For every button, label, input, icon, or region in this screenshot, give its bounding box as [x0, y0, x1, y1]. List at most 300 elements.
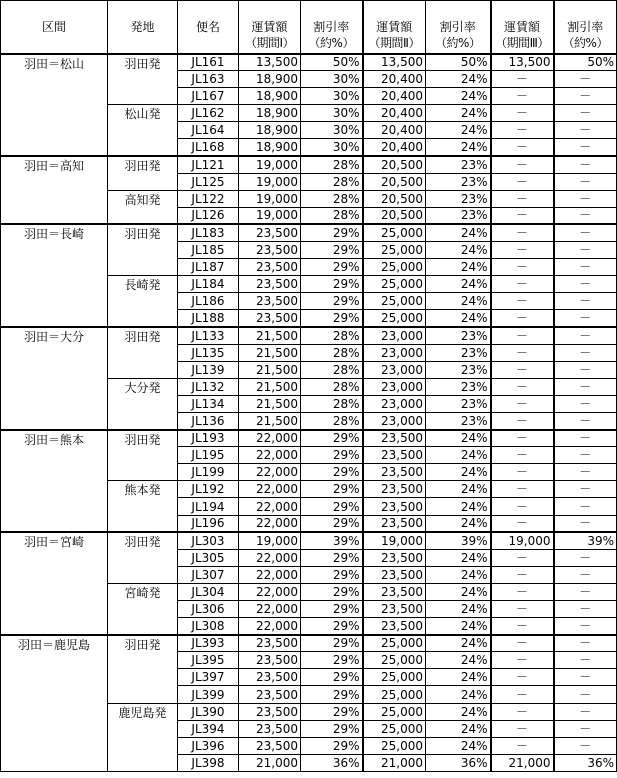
header-fare-period-3-label: 運賃額	[503, 19, 540, 34]
fare-period-3-cell: －	[491, 566, 554, 583]
discount-rate-period-1-cell: 29%	[301, 447, 363, 464]
route-cell: 羽田＝宮崎	[1, 532, 108, 635]
discount-rate-period-3-cell: －	[554, 293, 617, 310]
discount-rate-period-1-cell: 29%	[301, 242, 363, 259]
fare-period-3-cell: －	[491, 464, 554, 481]
header-fare-period-1	[239, 1, 301, 54]
discount-rate-period-2-cell: 23%	[426, 190, 491, 207]
discount-rate-period-1-cell: 39%	[301, 532, 363, 549]
origin-cell: 高知発	[108, 190, 178, 224]
discount-rate-period-3-cell: －	[554, 224, 617, 241]
header-fare-period-1-sublabel: （期間Ⅰ）	[244, 35, 295, 50]
discount-rate-period-2-cell: 23%	[426, 156, 491, 173]
table-body	[1, 54, 617, 772]
fare-period-3-cell: －	[491, 361, 554, 378]
discount-rate-period-2-cell: 23%	[426, 378, 491, 395]
fare-period-1-cell: 22,000	[239, 447, 301, 464]
discount-rate-period-2-cell: 24%	[426, 583, 491, 600]
fare-period-2-cell: 23,500	[363, 430, 426, 447]
fare-period-1-cell: 23,500	[239, 259, 301, 276]
fare-period-1-cell: 23,500	[239, 720, 301, 737]
table-row	[1, 327, 617, 344]
discount-rate-period-2-cell: 24%	[426, 720, 491, 737]
discount-rate-period-1-cell: 29%	[301, 618, 363, 635]
flight-number-cell: JL398	[178, 754, 239, 771]
discount-rate-period-1-cell: 28%	[301, 344, 363, 361]
discount-rate-period-2-cell: 36%	[426, 754, 491, 771]
flight-number-cell: JL192	[178, 481, 239, 498]
fare-period-3-cell: 21,000	[491, 754, 554, 771]
discount-rate-period-3-cell: 50%	[554, 54, 617, 71]
fare-period-2-cell: 20,400	[363, 122, 426, 139]
fare-period-2-cell: 19,000	[363, 532, 426, 549]
discount-rate-period-1-cell: 29%	[301, 293, 363, 310]
discount-rate-period-3-cell: －	[554, 686, 617, 703]
discount-rate-period-3-cell: －	[554, 430, 617, 447]
fare-period-3-cell: －	[491, 635, 554, 652]
fare-period-2-cell: 23,000	[363, 344, 426, 361]
discount-rate-period-3-cell: －	[554, 327, 617, 344]
flight-number-cell: JL194	[178, 498, 239, 515]
fare-period-3-cell: －	[491, 481, 554, 498]
discount-rate-period-3-cell: －	[554, 190, 617, 207]
discount-rate-period-1-cell: 29%	[301, 635, 363, 652]
header-discount-rate-period-1	[301, 1, 363, 54]
fare-period-2-cell: 20,500	[363, 190, 426, 207]
discount-rate-period-1-cell: 29%	[301, 430, 363, 447]
fare-period-2-cell: 25,000	[363, 686, 426, 703]
route-cell: 羽田＝熊本	[1, 430, 108, 533]
fare-period-1-cell: 22,000	[239, 618, 301, 635]
route-cell: 羽田＝大分	[1, 327, 108, 430]
fare-period-2-cell: 21,000	[363, 754, 426, 771]
discount-rate-period-2-cell: 24%	[426, 669, 491, 686]
route-cell: 羽田＝高知	[1, 156, 108, 224]
discount-rate-period-1-cell: 28%	[301, 327, 363, 344]
discount-rate-period-1-cell: 29%	[301, 481, 363, 498]
discount-rate-period-1-cell: 30%	[301, 139, 363, 156]
origin-cell: 熊本発	[108, 481, 178, 532]
discount-rate-period-3-cell: －	[554, 242, 617, 259]
discount-rate-period-3-cell: －	[554, 259, 617, 276]
discount-rate-period-1-cell: 29%	[301, 310, 363, 327]
fare-period-2-cell: 25,000	[363, 669, 426, 686]
discount-rate-period-2-cell: 24%	[426, 310, 491, 327]
discount-rate-period-1-cell: 28%	[301, 207, 363, 224]
fare-period-3-cell: －	[491, 327, 554, 344]
origin-cell: 羽田発	[108, 532, 178, 583]
fare-period-1-cell: 22,000	[239, 464, 301, 481]
table-header	[1, 1, 617, 54]
discount-rate-period-2-cell: 24%	[426, 224, 491, 241]
discount-rate-period-2-cell: 24%	[426, 635, 491, 652]
origin-cell: 羽田発	[108, 54, 178, 105]
flight-number-cell: JL187	[178, 259, 239, 276]
fare-period-3-cell: －	[491, 601, 554, 618]
discount-rate-period-2-cell: 24%	[426, 242, 491, 259]
fare-period-3-cell: －	[491, 207, 554, 224]
fare-period-2-cell: 25,000	[363, 720, 426, 737]
table-row	[1, 430, 617, 447]
flight-number-cell: JL163	[178, 71, 239, 88]
fare-period-2-cell: 13,500	[363, 54, 426, 71]
discount-rate-period-3-cell: 39%	[554, 532, 617, 549]
discount-rate-period-1-cell: 29%	[301, 601, 363, 618]
fare-period-3-cell: －	[491, 447, 554, 464]
origin-cell: 宮崎発	[108, 583, 178, 634]
discount-rate-period-3-cell: －	[554, 156, 617, 173]
fare-period-1-cell: 13,500	[239, 54, 301, 71]
origin-cell: 羽田発	[108, 224, 178, 275]
discount-rate-period-2-cell: 24%	[426, 71, 491, 88]
fare-period-1-cell: 19,000	[239, 207, 301, 224]
discount-rate-period-3-cell: －	[554, 498, 617, 515]
discount-rate-period-1-cell: 29%	[301, 566, 363, 583]
fare-period-1-cell: 21,500	[239, 412, 301, 429]
fare-period-3-cell: －	[491, 618, 554, 635]
flight-number-cell: JL184	[178, 276, 239, 293]
discount-rate-period-2-cell: 23%	[426, 344, 491, 361]
fare-period-2-cell: 23,000	[363, 327, 426, 344]
discount-rate-period-2-cell: 23%	[426, 327, 491, 344]
fare-period-1-cell: 18,900	[239, 71, 301, 88]
fare-period-2-cell: 25,000	[363, 293, 426, 310]
flight-number-cell: JL199	[178, 464, 239, 481]
fare-period-2-cell: 23,000	[363, 395, 426, 412]
discount-rate-period-2-cell: 24%	[426, 122, 491, 139]
fare-period-2-cell: 23,000	[363, 361, 426, 378]
discount-rate-period-3-cell: －	[554, 481, 617, 498]
discount-rate-period-1-cell: 30%	[301, 88, 363, 105]
discount-rate-period-3-cell: －	[554, 310, 617, 327]
fare-period-3-cell: 19,000	[491, 532, 554, 549]
fare-period-1-cell: 21,500	[239, 361, 301, 378]
fare-period-2-cell: 25,000	[363, 242, 426, 259]
fare-period-2-cell: 20,500	[363, 173, 426, 190]
fare-period-2-cell: 23,500	[363, 464, 426, 481]
discount-rate-period-3-cell: －	[554, 361, 617, 378]
origin-cell: 羽田発	[108, 156, 178, 190]
table-row	[1, 635, 617, 652]
fare-period-3-cell: －	[491, 293, 554, 310]
flight-number-cell: JL161	[178, 54, 239, 71]
discount-rate-period-3-cell: －	[554, 344, 617, 361]
flight-number-cell: JL185	[178, 242, 239, 259]
discount-rate-period-2-cell: 24%	[426, 515, 491, 532]
discount-rate-period-1-cell: 29%	[301, 737, 363, 754]
fare-period-3-cell: －	[491, 156, 554, 173]
flight-number-cell: JL394	[178, 720, 239, 737]
fare-period-1-cell: 19,000	[239, 173, 301, 190]
origin-cell: 松山発	[108, 105, 178, 156]
fare-period-2-cell: 23,500	[363, 566, 426, 583]
discount-rate-period-3-cell: 36%	[554, 754, 617, 771]
discount-rate-period-2-cell: 50%	[426, 54, 491, 71]
fare-period-1-cell: 22,000	[239, 549, 301, 566]
header-row	[1, 1, 617, 54]
discount-rate-period-3-cell: －	[554, 88, 617, 105]
discount-rate-period-2-cell: 24%	[426, 566, 491, 583]
header-discount-rate-period-2-sublabel: （約%）	[435, 35, 481, 50]
flight-number-cell: JL168	[178, 139, 239, 156]
discount-rate-period-1-cell: 30%	[301, 105, 363, 122]
discount-rate-period-1-cell: 30%	[301, 71, 363, 88]
fare-period-3-cell: －	[491, 224, 554, 241]
header-fare-period-3	[491, 1, 554, 54]
fare-period-3-cell: －	[491, 276, 554, 293]
fare-period-3-cell: －	[491, 652, 554, 669]
header-fare-period-2	[363, 1, 426, 54]
discount-rate-period-1-cell: 28%	[301, 378, 363, 395]
fare-period-1-cell: 21,500	[239, 344, 301, 361]
fare-period-3-cell: －	[491, 720, 554, 737]
discount-rate-period-3-cell: －	[554, 412, 617, 429]
header-discount-rate-period-3	[554, 1, 617, 54]
discount-rate-period-3-cell: －	[554, 464, 617, 481]
fare-period-1-cell: 19,000	[239, 156, 301, 173]
flight-number-cell: JL306	[178, 601, 239, 618]
fare-period-3-cell: －	[491, 105, 554, 122]
discount-rate-period-2-cell: 24%	[426, 618, 491, 635]
discount-rate-period-1-cell: 28%	[301, 190, 363, 207]
flight-number-cell: JL164	[178, 122, 239, 139]
discount-rate-period-2-cell: 24%	[426, 601, 491, 618]
discount-rate-period-2-cell: 23%	[426, 207, 491, 224]
header-discount-rate-period-1-sublabel: （約%）	[308, 35, 354, 50]
origin-cell: 大分発	[108, 378, 178, 429]
header-flight: 便名	[178, 1, 239, 54]
discount-rate-period-1-cell: 28%	[301, 361, 363, 378]
flight-number-cell: JL399	[178, 686, 239, 703]
header-discount-rate-period-2	[426, 1, 491, 54]
discount-rate-period-1-cell: 36%	[301, 754, 363, 771]
origin-cell: 羽田発	[108, 327, 178, 378]
fare-period-2-cell: 23,500	[363, 515, 426, 532]
fare-period-3-cell: －	[491, 430, 554, 447]
discount-rate-period-3-cell: －	[554, 276, 617, 293]
discount-rate-period-1-cell: 29%	[301, 224, 363, 241]
fare-period-2-cell: 25,000	[363, 224, 426, 241]
discount-rate-period-3-cell: －	[554, 583, 617, 600]
fare-period-3-cell: －	[491, 549, 554, 566]
table-row	[1, 224, 617, 241]
fare-period-3-cell: 13,500	[491, 54, 554, 71]
discount-rate-period-3-cell: －	[554, 447, 617, 464]
discount-rate-period-3-cell: －	[554, 139, 617, 156]
discount-rate-period-3-cell: －	[554, 703, 617, 720]
fare-period-2-cell: 20,400	[363, 71, 426, 88]
discount-rate-period-3-cell: －	[554, 515, 617, 532]
fare-period-1-cell: 23,500	[239, 242, 301, 259]
discount-rate-period-1-cell: 29%	[301, 498, 363, 515]
discount-rate-period-2-cell: 23%	[426, 361, 491, 378]
fare-period-1-cell: 21,500	[239, 327, 301, 344]
fare-period-1-cell: 23,500	[239, 652, 301, 669]
fare-period-1-cell: 22,000	[239, 481, 301, 498]
flight-number-cell: JL195	[178, 447, 239, 464]
fare-period-3-cell: －	[491, 395, 554, 412]
flight-number-cell: JL136	[178, 412, 239, 429]
discount-rate-period-3-cell: －	[554, 720, 617, 737]
header-fare-period-3-sublabel: （期間Ⅲ）	[495, 35, 549, 50]
fare-period-1-cell: 18,900	[239, 122, 301, 139]
flight-number-cell: JL303	[178, 532, 239, 549]
flight-number-cell: JL121	[178, 156, 239, 173]
header-fare-period-2-sublabel: （期間Ⅱ）	[368, 35, 420, 50]
discount-rate-period-1-cell: 29%	[301, 276, 363, 293]
discount-rate-period-2-cell: 24%	[426, 498, 491, 515]
discount-rate-period-2-cell: 24%	[426, 686, 491, 703]
origin-cell: 長崎発	[108, 276, 178, 327]
discount-rate-period-1-cell: 29%	[301, 669, 363, 686]
header-discount-rate-period-3-sublabel: （約%）	[562, 35, 608, 50]
discount-rate-period-2-cell: 24%	[426, 105, 491, 122]
fare-period-2-cell: 20,400	[363, 105, 426, 122]
flight-number-cell: JL390	[178, 703, 239, 720]
fare-period-1-cell: 22,000	[239, 515, 301, 532]
fare-period-3-cell: －	[491, 71, 554, 88]
fare-period-3-cell: －	[491, 583, 554, 600]
fare-period-2-cell: 23,500	[363, 601, 426, 618]
fare-period-3-cell: －	[491, 378, 554, 395]
discount-rate-period-1-cell: 29%	[301, 720, 363, 737]
fare-period-2-cell: 25,000	[363, 276, 426, 293]
fare-period-1-cell: 19,000	[239, 190, 301, 207]
fare-period-2-cell: 23,500	[363, 447, 426, 464]
fare-period-1-cell: 21,500	[239, 395, 301, 412]
discount-rate-period-1-cell: 29%	[301, 549, 363, 566]
discount-rate-period-1-cell: 28%	[301, 173, 363, 190]
fare-period-2-cell: 20,400	[363, 139, 426, 156]
flight-number-cell: JL183	[178, 224, 239, 241]
fare-period-3-cell: －	[491, 515, 554, 532]
fare-period-1-cell: 23,500	[239, 293, 301, 310]
flight-number-cell: JL188	[178, 310, 239, 327]
fare-period-1-cell: 23,500	[239, 276, 301, 293]
route-cell: 羽田＝長崎	[1, 224, 108, 327]
flight-number-cell: JL126	[178, 207, 239, 224]
fare-period-1-cell: 22,000	[239, 601, 301, 618]
discount-rate-period-3-cell: －	[554, 618, 617, 635]
discount-rate-period-3-cell: －	[554, 737, 617, 754]
discount-rate-period-3-cell: －	[554, 207, 617, 224]
header-origin: 発地	[108, 1, 178, 54]
flight-number-cell: JL122	[178, 190, 239, 207]
flight-number-cell: JL196	[178, 515, 239, 532]
fare-period-2-cell: 23,500	[363, 481, 426, 498]
fare-period-1-cell: 19,000	[239, 532, 301, 549]
discount-rate-period-2-cell: 23%	[426, 173, 491, 190]
fare-period-3-cell: －	[491, 498, 554, 515]
fare-period-3-cell: －	[491, 259, 554, 276]
route-cell: 羽田＝松山	[1, 54, 108, 157]
fare-period-1-cell: 22,000	[239, 498, 301, 515]
discount-rate-period-1-cell: 29%	[301, 515, 363, 532]
discount-rate-period-1-cell: 28%	[301, 395, 363, 412]
discount-rate-period-3-cell: －	[554, 601, 617, 618]
fare-period-2-cell: 25,000	[363, 652, 426, 669]
flight-number-cell: JL393	[178, 635, 239, 652]
fare-period-1-cell: 22,000	[239, 430, 301, 447]
discount-rate-period-2-cell: 24%	[426, 88, 491, 105]
discount-rate-period-1-cell: 29%	[301, 686, 363, 703]
origin-cell: 羽田発	[108, 635, 178, 703]
flight-number-cell: JL135	[178, 344, 239, 361]
fare-period-1-cell: 18,900	[239, 88, 301, 105]
fare-period-3-cell: －	[491, 88, 554, 105]
discount-rate-period-3-cell: －	[554, 669, 617, 686]
discount-rate-period-3-cell: －	[554, 635, 617, 652]
flight-number-cell: JL304	[178, 583, 239, 600]
discount-rate-period-2-cell: 24%	[426, 549, 491, 566]
discount-rate-period-2-cell: 39%	[426, 532, 491, 549]
fare-period-2-cell: 25,000	[363, 703, 426, 720]
discount-rate-period-2-cell: 23%	[426, 412, 491, 429]
flight-number-cell: JL167	[178, 88, 239, 105]
fare-period-1-cell: 22,000	[239, 583, 301, 600]
fare-period-1-cell: 18,900	[239, 139, 301, 156]
discount-rate-period-2-cell: 24%	[426, 447, 491, 464]
discount-rate-period-2-cell: 24%	[426, 139, 491, 156]
discount-rate-period-2-cell: 24%	[426, 481, 491, 498]
route-cell: 羽田＝鹿児島	[1, 635, 108, 772]
fare-period-3-cell: －	[491, 310, 554, 327]
origin-cell: 鹿児島発	[108, 703, 178, 771]
fare-period-3-cell: －	[491, 173, 554, 190]
flight-number-cell: JL308	[178, 618, 239, 635]
fare-period-2-cell: 23,000	[363, 412, 426, 429]
discount-rate-period-2-cell: 24%	[426, 703, 491, 720]
discount-rate-period-3-cell: －	[554, 71, 617, 88]
flight-number-cell: JL307	[178, 566, 239, 583]
discount-rate-period-3-cell: －	[554, 395, 617, 412]
flight-number-cell: JL396	[178, 737, 239, 754]
fare-period-1-cell: 23,500	[239, 310, 301, 327]
discount-rate-period-3-cell: －	[554, 122, 617, 139]
fare-period-3-cell: －	[491, 412, 554, 429]
fare-period-3-cell: －	[491, 190, 554, 207]
discount-rate-period-2-cell: 24%	[426, 737, 491, 754]
discount-rate-period-1-cell: 28%	[301, 412, 363, 429]
fare-period-1-cell: 23,500	[239, 737, 301, 754]
discount-rate-period-3-cell: －	[554, 173, 617, 190]
header-fare-period-2-label: 運賃額	[376, 19, 413, 34]
flight-number-cell: JL186	[178, 293, 239, 310]
flight-number-cell: JL139	[178, 361, 239, 378]
fare-period-1-cell: 23,500	[239, 703, 301, 720]
fare-period-2-cell: 23,500	[363, 498, 426, 515]
fare-period-1-cell: 23,500	[239, 669, 301, 686]
fare-period-3-cell: －	[491, 686, 554, 703]
fare-period-2-cell: 25,000	[363, 635, 426, 652]
fare-period-3-cell: －	[491, 344, 554, 361]
fare-period-1-cell: 21,500	[239, 378, 301, 395]
flight-number-cell: JL125	[178, 173, 239, 190]
flight-number-cell: JL133	[178, 327, 239, 344]
header-route: 区間	[1, 1, 108, 54]
table-row	[1, 156, 617, 173]
discount-rate-period-2-cell: 24%	[426, 464, 491, 481]
flight-number-cell: JL162	[178, 105, 239, 122]
discount-rate-period-3-cell: －	[554, 566, 617, 583]
fare-period-1-cell: 18,900	[239, 105, 301, 122]
fare-period-1-cell: 21,000	[239, 754, 301, 771]
discount-rate-period-2-cell: 24%	[426, 293, 491, 310]
discount-rate-period-3-cell: －	[554, 105, 617, 122]
fare-period-1-cell: 22,000	[239, 566, 301, 583]
fare-period-2-cell: 25,000	[363, 259, 426, 276]
discount-rate-period-2-cell: 24%	[426, 652, 491, 669]
